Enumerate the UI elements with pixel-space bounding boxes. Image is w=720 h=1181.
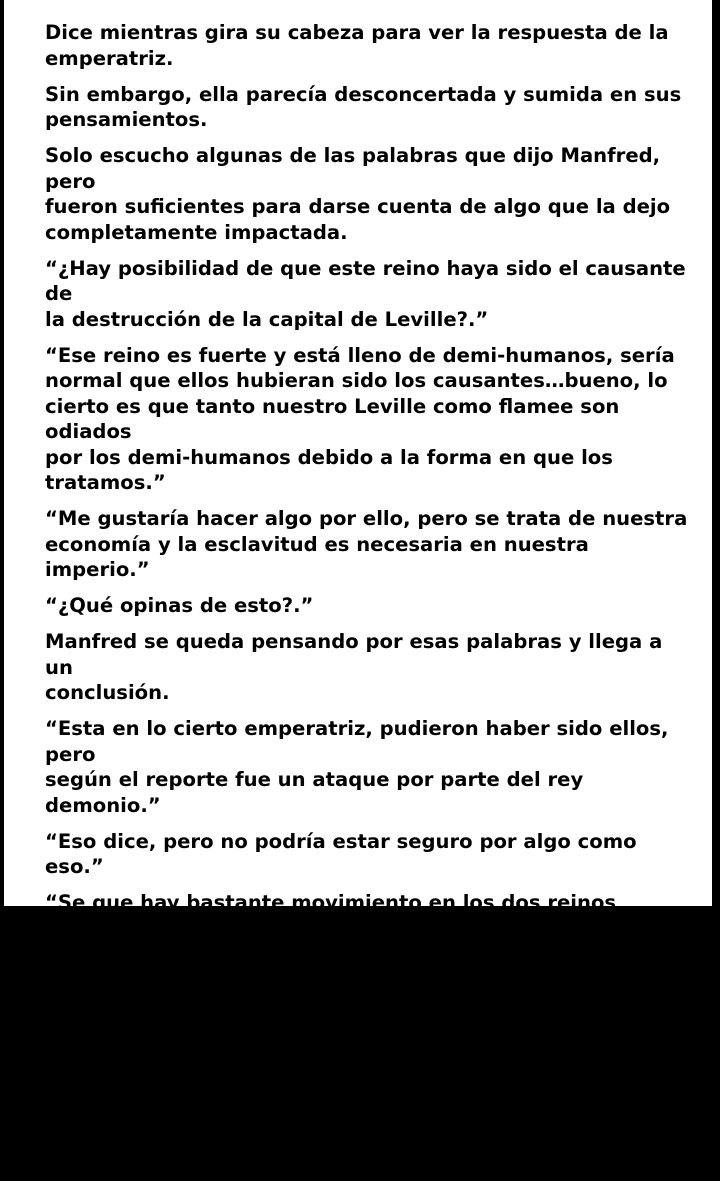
paragraph-1: Dice mientras gira su cabeza para ver la respuesta de la emperatriz.	[45, 21, 669, 70]
paragraph-9: “Esta en lo cierto emperatriz, pudieron haber sido ellos, pero según el reporte fue un ataque por parte del rey demonio.”	[45, 717, 669, 817]
paragraph-6: “Me gustaría hacer algo por ello, pero se trata de nuestra economía y la esclavitud es necesaria en nuestra imperio.”	[45, 507, 688, 581]
paragraph-5: “Ese reino es fuerte y está lleno de demi-humanos, sería normal que ellos hubieran sido los causantes…bueno, lo cierto es que tanto nuestro Leville como flamee son odiados por los demi-humanos debido a la forma en que los tratamos.”	[45, 343, 675, 494]
paragraph-11: “Se que hay bastante movimiento en los dos reinos demonios, pero no creo que se preocupen mucho en provocar ataques por estos lares, cuando hay problemas internos por haya, así que creo que su hipótesis puede ser acertada.”	[45, 891, 684, 1067]
paragraph-12: La emperatriz se alegro de que su amigo estuviera de acuerdo, pero también se enojo un poco al saber que le faltó decir a Manfred eso del rey demonio.	[45, 1080, 661, 1180]
paragraph-3: Solo escucho algunas de las palabras que dijo Manfred, pero fueron suficientes para darse cuenta de algo que la dejo completamente impactada.	[45, 144, 671, 244]
paragraph-7: “¿Qué opinas de esto?.”	[45, 594, 314, 617]
paragraph-10: “Eso dice, pero no podría estar seguro por algo como eso.”	[45, 829, 637, 878]
paragraph-2: Sin embargo, ella parecía desconcertada y sumida en sus pensamientos.	[45, 82, 682, 131]
paragraph-4: “¿Hay posibilidad de que este reino haya sido el causante de la destrucción de la capital de Leville?.”	[45, 256, 686, 331]
paragraph-8: Manfred se queda pensando por esas palabras y llega a un conclusión.	[45, 630, 663, 704]
document-page	[4, 0, 712, 1180]
